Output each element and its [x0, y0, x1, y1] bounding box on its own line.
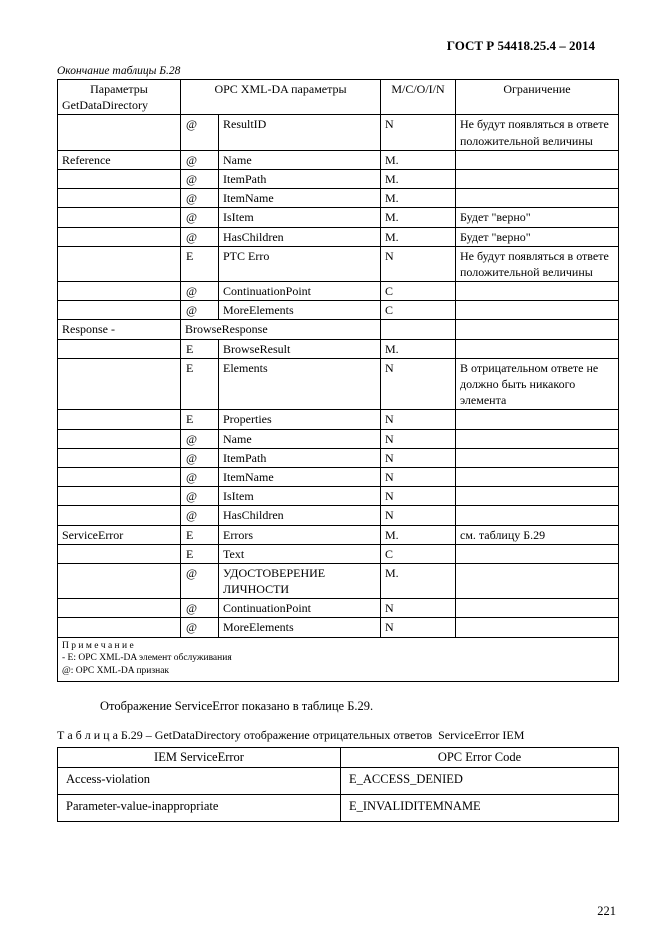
- cell-opc-name: IsItem: [219, 487, 381, 506]
- cell-opc-name: Name: [219, 429, 381, 448]
- cell-parameter: [58, 246, 181, 281]
- cell-constraint: [456, 301, 619, 320]
- cell-symbol: @: [181, 282, 219, 301]
- cell-opc-span: BrowseResponse: [181, 320, 381, 339]
- table-header-row: [58, 80, 619, 115]
- cell-mcoin: C: [381, 544, 456, 563]
- cell-parameter: [58, 358, 181, 410]
- body-paragraph: Отображение ServiceError показано в таблице Б.29.: [100, 699, 374, 714]
- doc-header: ГОСТ Р 54418.25.4 – 2014: [446, 38, 595, 53]
- cell-parameter: [58, 227, 181, 246]
- table-row: [58, 189, 619, 208]
- cell-opc-name: HasChildren: [219, 506, 381, 525]
- cell-opc-name: ContinuationPoint: [219, 282, 381, 301]
- cell-mcoin: N: [381, 358, 456, 410]
- cell-mcoin: N: [381, 115, 456, 150]
- cell-symbol: @: [181, 208, 219, 227]
- cell-parameter: ServiceError: [58, 525, 181, 544]
- cell-parameter: [58, 563, 181, 598]
- table-row: [58, 618, 619, 637]
- cell-symbol: E: [181, 246, 219, 281]
- table-row: [58, 358, 619, 410]
- cell-constraint: [456, 563, 619, 598]
- cell-mcoin: N: [381, 599, 456, 618]
- table-row: [58, 768, 619, 795]
- cell-parameter: [58, 467, 181, 486]
- cell-constraint: Не будут появляться в ответе положительной величины: [456, 115, 619, 150]
- table-row: [58, 339, 619, 358]
- cell-parameter: [58, 487, 181, 506]
- cell-constraint: [456, 429, 619, 448]
- table-row: [58, 467, 619, 486]
- cell-symbol: @: [181, 563, 219, 598]
- note-line: - E: OPC XML-DA элемент обслуживания: [62, 653, 232, 664]
- cell-symbol: @: [181, 227, 219, 246]
- cell-opc-name: ItemName: [219, 467, 381, 486]
- cell-mcoin: N: [381, 246, 456, 281]
- cell-opc-name: IsItem: [219, 208, 381, 227]
- cell-mcoin: N: [381, 429, 456, 448]
- cell-parameter: [58, 429, 181, 448]
- cell-parameter: [58, 208, 181, 227]
- cell-symbol: @: [181, 115, 219, 150]
- t2-header-opc-error-code: OPC Error Code: [341, 748, 619, 768]
- cell-symbol: @: [181, 467, 219, 486]
- cell-opc-name: MoreElements: [219, 301, 381, 320]
- table-header-row: [58, 748, 619, 768]
- cell-parameter: Reference: [58, 150, 181, 169]
- cell-parameter: [58, 115, 181, 150]
- cell-parameter: [58, 169, 181, 188]
- cell-mcoin: M.: [381, 169, 456, 188]
- table-row: [58, 227, 619, 246]
- cell-mcoin: M.: [381, 208, 456, 227]
- cell-constraint: [456, 150, 619, 169]
- cell-constraint: [456, 448, 619, 467]
- cell-mcoin: C: [381, 282, 456, 301]
- cell-constraint: [456, 467, 619, 486]
- cell-parameter: [58, 189, 181, 208]
- cell-mcoin: C: [381, 301, 456, 320]
- cell-constraint: [456, 599, 619, 618]
- cell-symbol: @: [181, 618, 219, 637]
- table-row: [58, 246, 619, 281]
- table-row: [58, 525, 619, 544]
- cell-opc-name: PTC Erro: [219, 246, 381, 281]
- cell-opc-name: ContinuationPoint: [219, 599, 381, 618]
- cell-mcoin: M.: [381, 189, 456, 208]
- cell-opc-error-code: E_ACCESS_DENIED: [341, 768, 619, 795]
- cell-opc-name: Elements: [219, 358, 381, 410]
- cell-symbol: E: [181, 339, 219, 358]
- cell-symbol: @: [181, 169, 219, 188]
- cell-iem-serviceerror: Access-violation: [58, 768, 341, 795]
- cell-constraint: [456, 169, 619, 188]
- cell-opc-name: ResultID: [219, 115, 381, 150]
- cell-constraint: [456, 618, 619, 637]
- cell-opc-name: BrowseResult: [219, 339, 381, 358]
- table-row: [58, 410, 619, 429]
- cell-constraint: [456, 339, 619, 358]
- cell-opc-name: УДОСТОВЕРЕНИЕ ЛИЧНОСТИ: [219, 563, 381, 598]
- cell-constraint: Будет "верно": [456, 208, 619, 227]
- table-note: [58, 637, 619, 682]
- cell-parameter: [58, 506, 181, 525]
- table-row: [58, 282, 619, 301]
- cell-mcoin: M.: [381, 525, 456, 544]
- table-row: [58, 429, 619, 448]
- cell-symbol: @: [181, 599, 219, 618]
- table-row: [58, 208, 619, 227]
- cell-mcoin: M.: [381, 227, 456, 246]
- table-b28: [57, 79, 619, 682]
- cell-opc-error-code: E_INVALIDITEMNAME: [341, 795, 619, 822]
- cell-iem-serviceerror: Parameter-value-inappropriate: [58, 795, 341, 822]
- cell-constraint: [456, 487, 619, 506]
- t1-header-parameters: [58, 80, 181, 115]
- cell-parameter: [58, 410, 181, 429]
- cell-symbol: @: [181, 429, 219, 448]
- cell-opc-name: Name: [219, 150, 381, 169]
- table-row: [58, 599, 619, 618]
- page-number: 221: [597, 904, 616, 918]
- table-row: [58, 795, 619, 822]
- header-text: GetDataDirectory: [62, 98, 148, 113]
- cell-constraint: см. таблицу Б.29: [456, 525, 619, 544]
- cell-mcoin: N: [381, 467, 456, 486]
- table-row: [58, 150, 619, 169]
- table1-body: [58, 115, 619, 637]
- table-row: [58, 487, 619, 506]
- cell-constraint: [456, 544, 619, 563]
- cell-symbol: E: [181, 358, 219, 410]
- cell-parameter: [58, 282, 181, 301]
- cell-symbol: @: [181, 448, 219, 467]
- table-row: [58, 320, 619, 339]
- cell-mcoin: M.: [381, 563, 456, 598]
- cell-opc-name: ItemPath: [219, 448, 381, 467]
- t1-header-mcoin: M/C/O/I/N: [381, 80, 456, 115]
- table-row: [58, 301, 619, 320]
- cell-constraint: [456, 189, 619, 208]
- table-continuation-caption: Окончание таблицы Б.28: [57, 65, 181, 77]
- table-row: [58, 544, 619, 563]
- cell-parameter: [58, 544, 181, 563]
- cell-constraint: Будет "верно": [456, 227, 619, 246]
- cell-parameter: [58, 448, 181, 467]
- cell-mcoin: M.: [381, 150, 456, 169]
- table-row: [58, 115, 619, 150]
- cell-constraint: [456, 282, 619, 301]
- cell-parameter: Response -: [58, 320, 181, 339]
- cell-opc-name: Errors: [219, 525, 381, 544]
- cell-symbol: @: [181, 301, 219, 320]
- cell-symbol: E: [181, 525, 219, 544]
- table-b29: [57, 747, 619, 822]
- t1-header-constraint: Ограничение: [456, 80, 619, 115]
- table-note-row: [58, 637, 619, 682]
- note-line: @: OPC XML-DA признак: [62, 665, 170, 676]
- cell-parameter: [58, 339, 181, 358]
- table-row: [58, 169, 619, 188]
- cell-mcoin: M.: [381, 339, 456, 358]
- note-line: П р и м е ч а н и е: [62, 640, 134, 651]
- cell-mcoin: N: [381, 506, 456, 525]
- cell-mcoin: [381, 320, 456, 339]
- t1-header-opc-params: OPC XML-DA параметры: [181, 80, 381, 115]
- cell-constraint: В отрицательном ответе не должно быть никакого элемента: [456, 358, 619, 410]
- cell-parameter: [58, 301, 181, 320]
- cell-mcoin: N: [381, 410, 456, 429]
- header-text: Параметры: [90, 82, 148, 96]
- cell-constraint: [456, 410, 619, 429]
- cell-symbol: @: [181, 487, 219, 506]
- cell-parameter: [58, 618, 181, 637]
- cell-parameter: [58, 599, 181, 618]
- cell-symbol: E: [181, 410, 219, 429]
- cell-opc-name: HasChildren: [219, 227, 381, 246]
- cell-opc-name: Properties: [219, 410, 381, 429]
- cell-constraint: [456, 506, 619, 525]
- cell-symbol: @: [181, 150, 219, 169]
- t2-header-iem-serviceerror: IEM ServiceError: [58, 748, 341, 768]
- table-b29-caption: Т а б л и ц а Б.29 – GetDataDirectory отображение отрицательных ответов ServiceError IEM: [57, 728, 525, 743]
- cell-opc-name: ItemName: [219, 189, 381, 208]
- cell-constraint: Не будут появляться в ответе положительной величины: [456, 246, 619, 281]
- cell-symbol: @: [181, 189, 219, 208]
- table-row: [58, 448, 619, 467]
- cell-opc-name: MoreElements: [219, 618, 381, 637]
- cell-mcoin: N: [381, 448, 456, 467]
- table-row: [58, 563, 619, 598]
- cell-opc-name: Text: [219, 544, 381, 563]
- cell-mcoin: N: [381, 487, 456, 506]
- cell-symbol: @: [181, 506, 219, 525]
- table-row: [58, 506, 619, 525]
- cell-constraint: [456, 320, 619, 339]
- cell-opc-name: ItemPath: [219, 169, 381, 188]
- cell-mcoin: N: [381, 618, 456, 637]
- cell-symbol: E: [181, 544, 219, 563]
